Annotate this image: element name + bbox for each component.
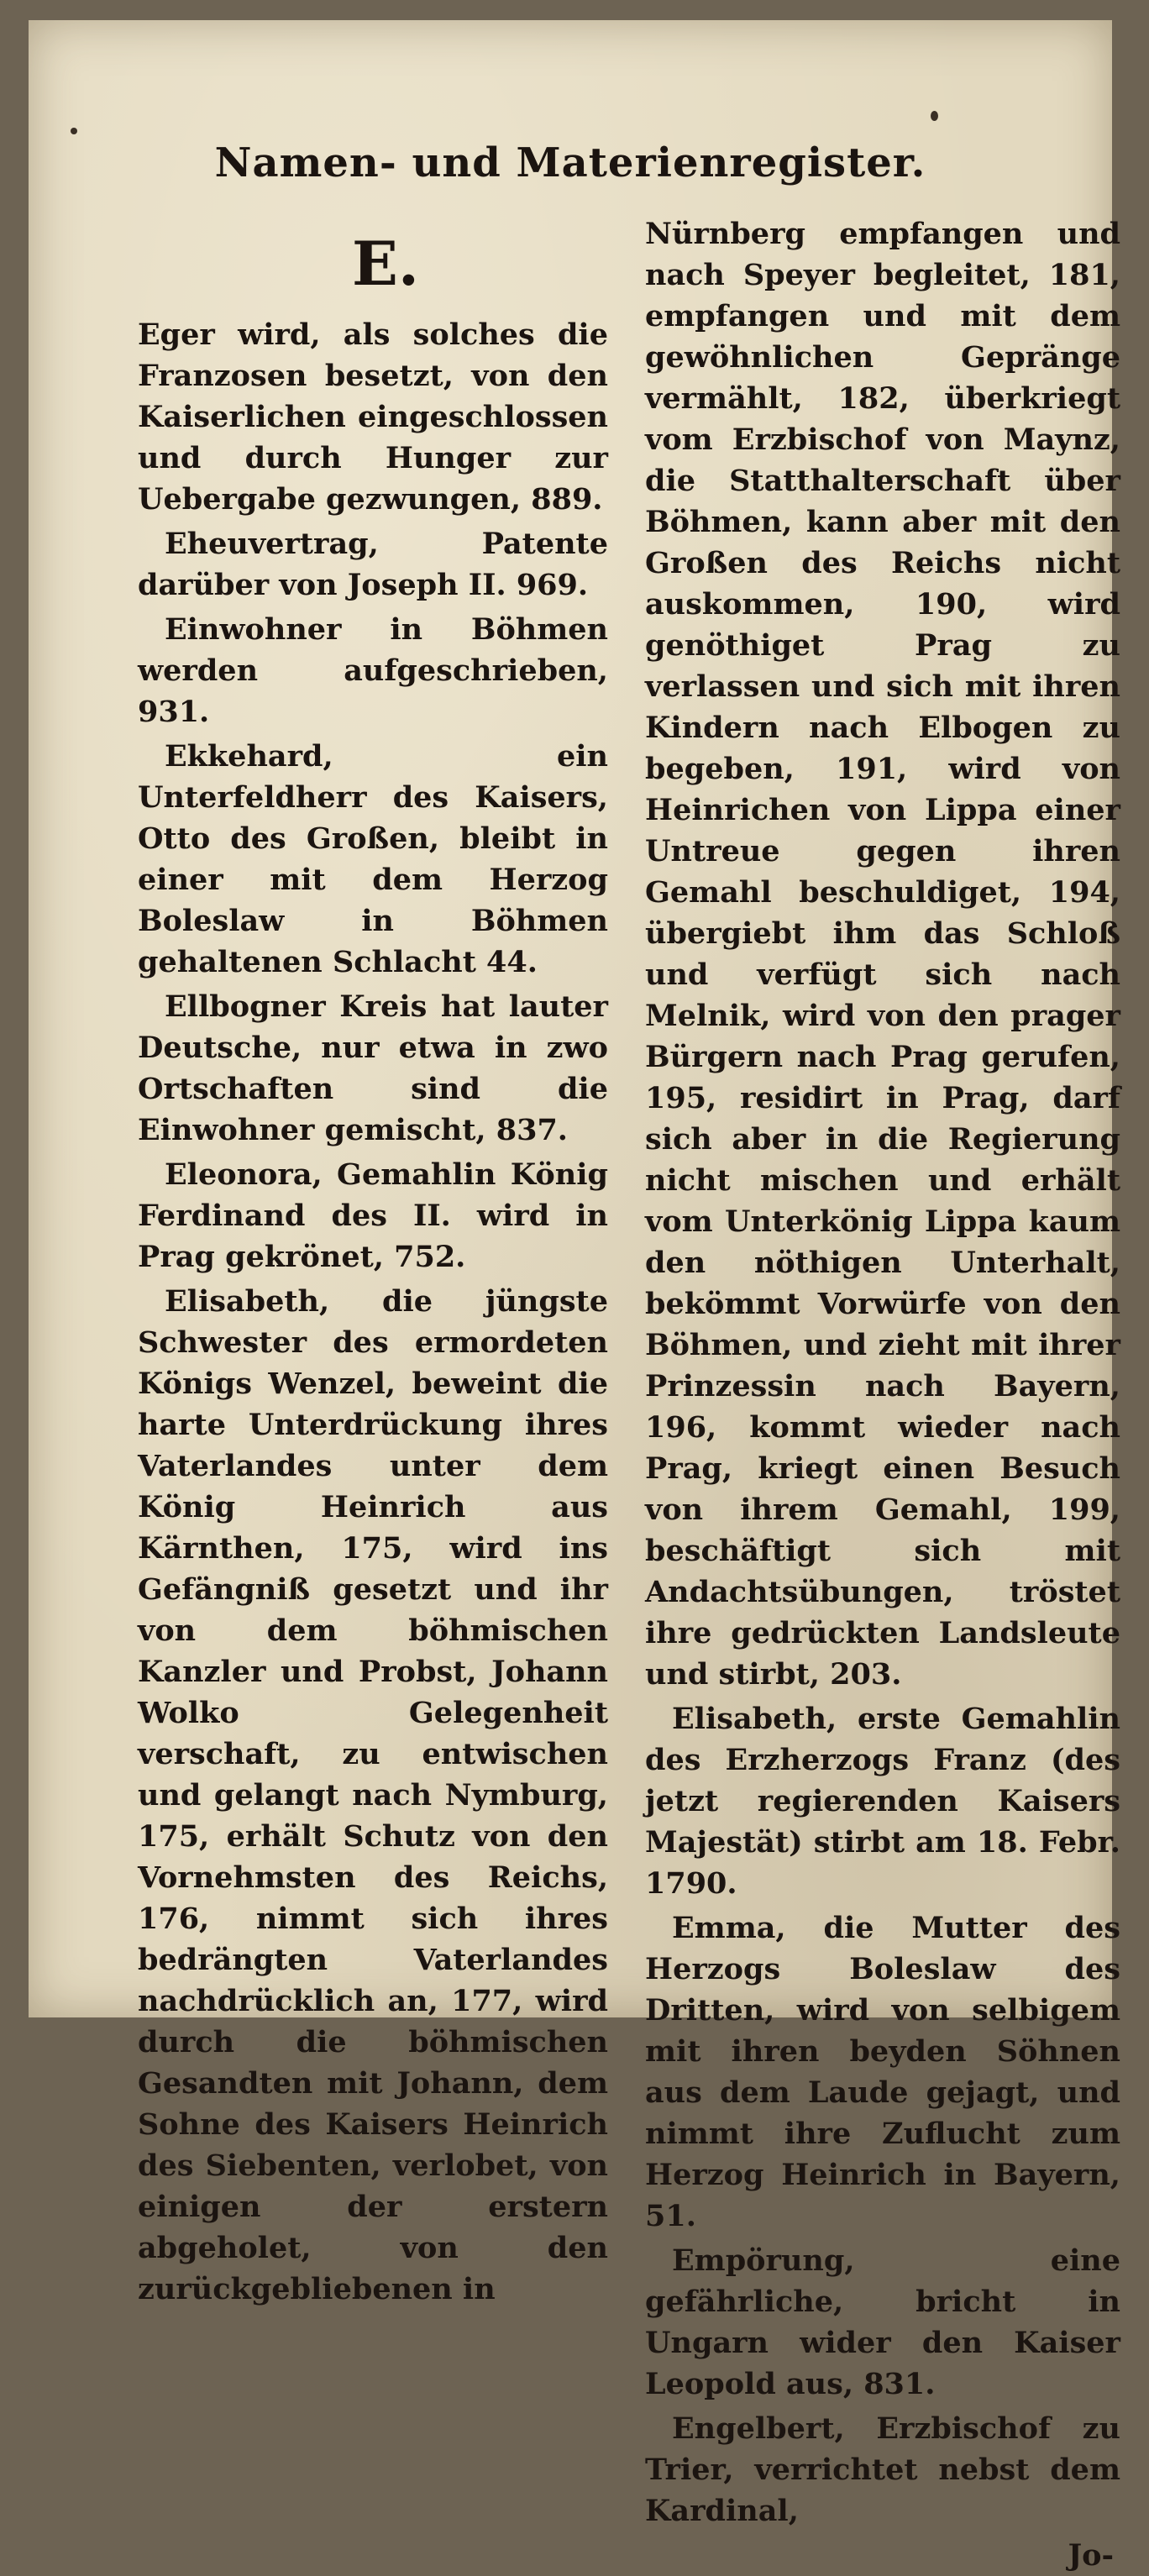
register-entry: Ekkehard, ein Unterfeldherr des Kaisers, Otto des Großen, bleibt in einer mit dem Herzog Boleslaw in Böhmen gehaltenen Schlacht 44. <box>138 739 608 979</box>
ink-spot <box>71 128 77 134</box>
register-entry: Engelbert, Erzbischof zu Trier, verrichtet nebst dem Kardinal, <box>645 2411 1120 2528</box>
register-entry: Einwohner in Böhmen werden aufgeschrieben, 931. <box>138 612 608 729</box>
register-entry: Eheuvertrag, Patente darüber von Joseph II. 969. <box>138 527 608 602</box>
register-entry: Nürnberg empfangen und nach Speyer begleitet, 181, empfangen und mit dem gewöhnlichen Gepränge vermählt, 182, überkriegt vom Erzbischof von Maynz, die Statthalterschaft über Böhmen, kann aber mit den Großen des Reichs nicht auskommen, 190, wird genöthiget Prag zu verlassen und sich mit ihren Kindern nach Elbogen zu begeben, 191, wird von Heinrichen von Lippa einer Untreue gegen ihren Gemahl beschuldiget, 194, übergiebt ihm das Schloß und verfügt sich nach Melnik, wird von den prager Bürgern nach Prag gerufen, 195, residirt in Prag, darf sich aber in die Regierung nicht mischen und erhält vom Unterkönig Lippa kaum den nöthigen Unterhalt, bekömmt Vorwürfe von den Böhmen, und zieht mit ihrer Prinzessin nach Bayern, 196, kommt wieder nach Prag, kriegt einen Besuch von ihrem Gemahl, 199, beschäftigt sich mit Andachtsübungen, tröstet ihre gedrückten Landsleute und stirbt, 203. <box>645 217 1120 1692</box>
left-column <box>138 213 608 2313</box>
section-letter: E. <box>352 228 419 299</box>
page-header: Namen- und Materienregister. <box>214 139 926 186</box>
register-entry: Eleonora, Gemahlin König Ferdinand des II. wird in Prag gekrönet, 752. <box>138 1157 608 1274</box>
register-entry: Elisabeth, erste Gemahlin des Erzherzogs Franz (des jetzt regierenden Kaisers Majestät) stirbt am 18. Febr. 1790. <box>645 1702 1120 1901</box>
register-entry: Ellbogner Kreis hat lauter Deutsche, nur etwa in zwo Ortschaften sind die Einwohner gemischt, 837. <box>138 989 608 1147</box>
register-entry: Elisabeth, die jüngste Schwester des ermordeten Königs Wenzel, beweint die harte Unterdrückung ihres Vaterlandes unter dem König Heinrich aus Kärnthen, 175, wird ins Gefängniß gesetzt und ihr von dem böhmischen Kanzler und Probst, Johann Wolko Gelegenheit verschaft, zu entwischen und gelangt nach Nymburg, 175, erhält Schutz von den Vornehmsten des Reichs, 176, nimmt sich ihres bedrängten Vaterlandes nachdrücklich an, 177, wird durch die böhmischen Gesandten mit Johann, dem Sohne des Kaisers Heinrich des Siebenten, verlobet, von einigen der erstern abgeholet, von den zurückgebliebenen in <box>138 1284 608 2306</box>
catchword: Jo- <box>1068 2538 1114 2573</box>
register-entry: Eger wird, als solches die Franzosen besetzt, von den Kaiserlichen eingeschlossen und durch Hunger zur Uebergabe gezwungen, 889. <box>138 317 608 517</box>
register-entry: Empörung, eine gefährliche, bricht in Ungarn wider den Kaiser Leopold aus, 831. <box>645 2243 1120 2401</box>
book-page <box>29 20 1120 2573</box>
ink-spot <box>931 111 938 121</box>
right-column <box>645 213 1120 2576</box>
register-entry: Emma, die Mutter des Herzogs Boleslaw des Dritten, wird von selbigem mit ihren beyden Söhnen aus dem Laude gejagt, und nimmt ihre Zuflucht zum Herzog Heinrich in Bayern, 51. <box>645 1911 1120 2233</box>
